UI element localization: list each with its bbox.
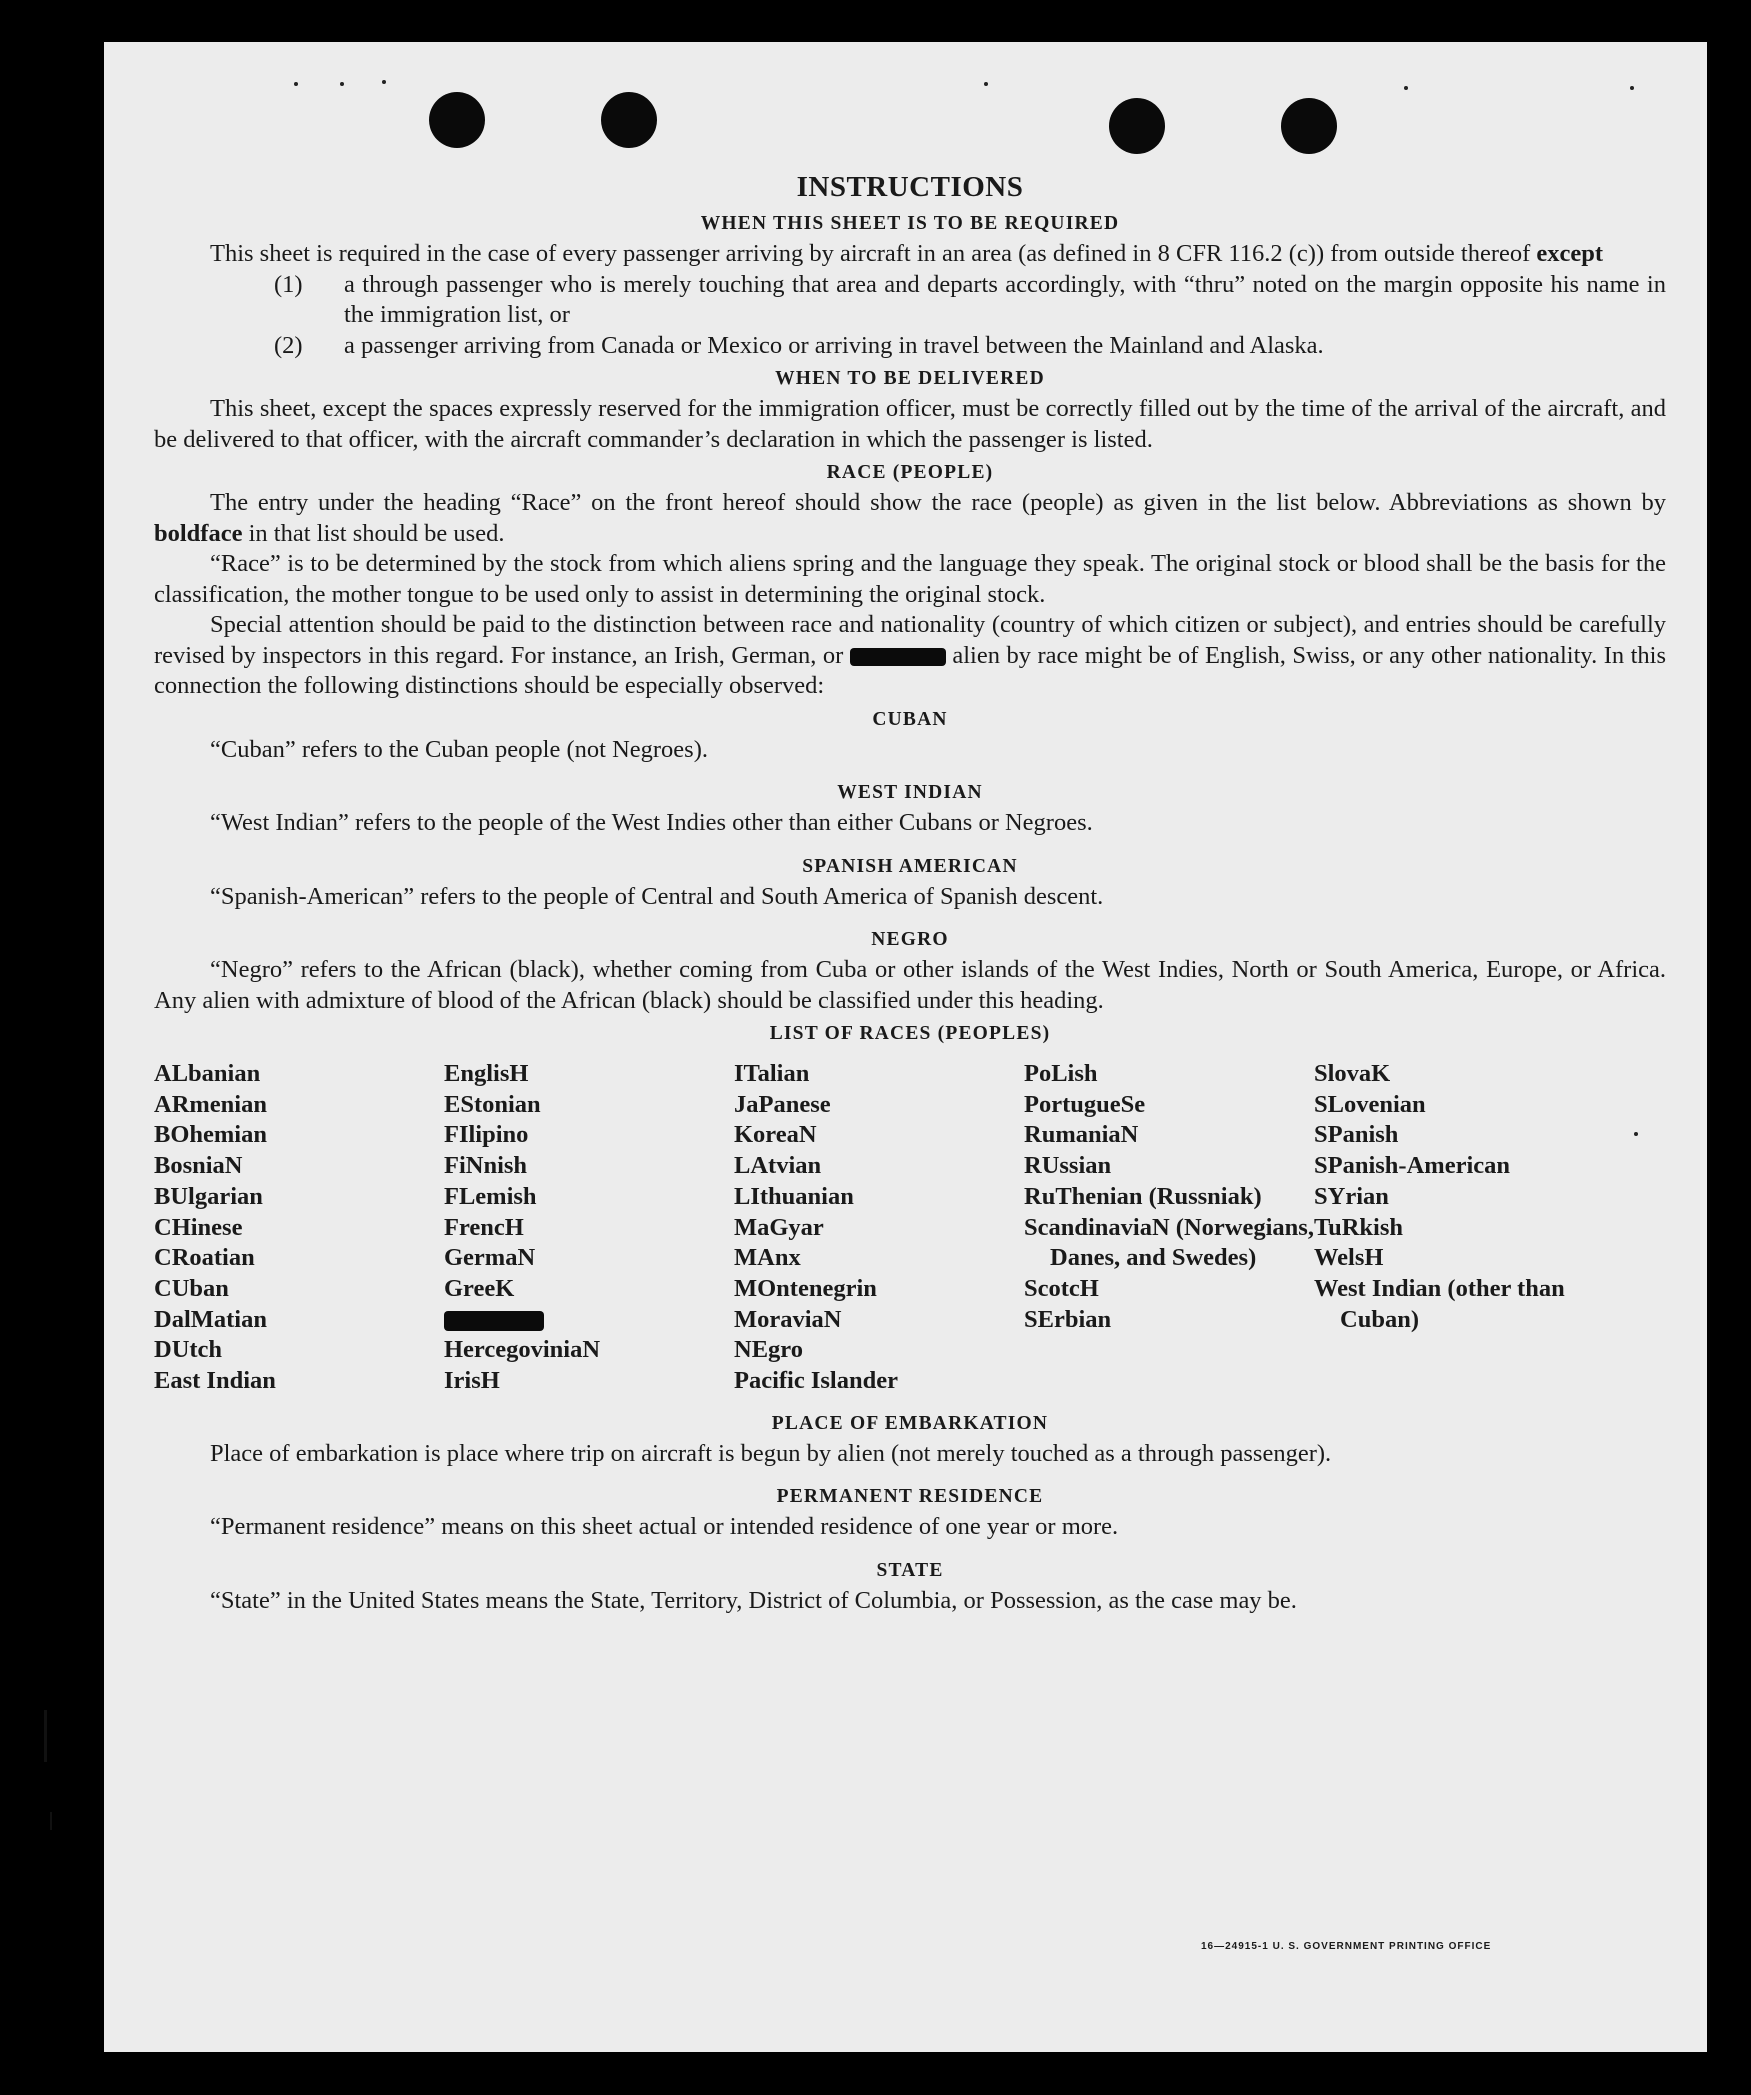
redaction-mark bbox=[444, 1305, 734, 1336]
race-entry: SYrian bbox=[1314, 1182, 1389, 1210]
race-entry: CRoatian bbox=[154, 1244, 255, 1272]
race-entry: ScandinaviaN (Norwegians, Danes, and Swedes) bbox=[1024, 1213, 1314, 1272]
item-number: (1) bbox=[274, 270, 303, 298]
race-entry: SlovaK bbox=[1314, 1060, 1391, 1087]
race-entry: DalMatian bbox=[154, 1305, 267, 1333]
race-entry: JaPanese bbox=[734, 1090, 831, 1118]
race-entry: CHinese bbox=[154, 1213, 243, 1241]
paragraph: “Negro” refers to the African (black), whether coming from Cuba or other islands of the West Indies, North or South America, Europe, or Africa. Any alien with admixture of blood of the African (black) should be classified under this heading. bbox=[154, 956, 1666, 1014]
race-entry: RUssian bbox=[1024, 1152, 1112, 1180]
race-entry: SPanish bbox=[1314, 1121, 1399, 1149]
race-entry: KoreaN bbox=[734, 1121, 817, 1149]
race-entry: FLemish bbox=[444, 1182, 537, 1210]
race-entry: West Indian (other than Cuban) bbox=[1314, 1274, 1565, 1333]
race-entry: ARmenian bbox=[154, 1090, 267, 1118]
print-code: 16—24915-1 U. S. GOVERNMENT PRINTING OFFICE bbox=[1201, 1941, 1492, 1952]
item-text: a through passenger who is merely touching that area and departs accordingly, with “thru” noted on the margin opposite his name in the immigration list, or bbox=[344, 270, 1666, 328]
punch-hole bbox=[429, 92, 485, 148]
race-entry: SLovenian bbox=[1314, 1090, 1426, 1118]
section-heading: PLACE OF EMBARKATION bbox=[771, 1412, 1049, 1434]
paragraph: “Spanish-American” refers to the people of Central and South America of Spanish descent. bbox=[210, 882, 1104, 910]
section-heading: SPANISH AMERICAN bbox=[802, 855, 1018, 877]
redaction-mark bbox=[850, 648, 946, 666]
speck bbox=[984, 82, 988, 86]
race-entry: MAnx bbox=[734, 1244, 801, 1272]
race-entry: RumaniaN bbox=[1024, 1121, 1139, 1149]
race-column bbox=[734, 1059, 1024, 1397]
race-entry: SPanish-American bbox=[1314, 1152, 1510, 1180]
section-heading: LIST OF RACES (PEOPLES) bbox=[769, 1023, 1051, 1044]
race-entry: RuThenian (Russniak) bbox=[1024, 1182, 1262, 1210]
paragraph: “Race” is to be determined by the stock from which aliens spring and the language they speak. The original stock or blood shall be the basis for the classification, the mother tongue to be used only to assist in determining the original stock. bbox=[154, 550, 1666, 608]
race-entry: MoraviaN bbox=[734, 1305, 842, 1333]
section-heading: WHEN THIS SHEET IS TO BE REQUIRED bbox=[700, 213, 1120, 234]
race-entry: Pacific Islander bbox=[734, 1367, 898, 1395]
race-entry: EStonian bbox=[444, 1090, 541, 1118]
race-entry: WelsH bbox=[1314, 1244, 1384, 1272]
margin-mark bbox=[44, 1710, 47, 1762]
section-heading: NEGRO bbox=[871, 929, 949, 950]
speck bbox=[1630, 86, 1634, 90]
race-entry: EnglisH bbox=[444, 1060, 529, 1087]
race-entry: GermaN bbox=[444, 1244, 536, 1272]
race-column bbox=[154, 1059, 444, 1397]
race-entry: ScotcH bbox=[1024, 1274, 1099, 1302]
paragraph: This sheet, except the spaces expressly reserved for the immigration officer, must be correctly filled out by the time of the arrival of the aircraft, and be delivered to that officer, with the aircraft commander’s declaration in which the passenger is listed. bbox=[154, 395, 1666, 453]
text: Special attention should be paid to the distinction between race and nationality (country of which citizen or subject), and entries should be carefully revised by inspectors in this regard. For instance, an Irish, German, or bbox=[154, 611, 1666, 669]
page-title: INSTRUCTIONS bbox=[796, 171, 1024, 203]
paragraph: “Permanent residence” means on this sheet actual or intended residence of one year or more. bbox=[210, 1513, 1119, 1541]
race-entry: BosniaN bbox=[154, 1152, 243, 1180]
paragraph bbox=[154, 610, 1666, 702]
race-entry: TuRkish bbox=[1314, 1213, 1404, 1241]
section-heading: WHEN TO BE DELIVERED bbox=[775, 368, 1045, 389]
race-entry: GreeK bbox=[444, 1274, 515, 1302]
race-entry: CUban bbox=[154, 1274, 229, 1302]
section-heading: WEST INDIAN bbox=[837, 782, 983, 803]
paragraph: “Cuban” refers to the Cuban people (not Negroes). bbox=[210, 735, 708, 763]
race-entry: HercegoviniaN bbox=[444, 1336, 601, 1364]
list-item bbox=[274, 331, 1666, 362]
race-entry: MaGyar bbox=[734, 1213, 824, 1241]
item-number: (2) bbox=[274, 331, 303, 359]
race-entry: ITalian bbox=[734, 1060, 810, 1087]
section-heading: STATE bbox=[876, 1559, 944, 1581]
race-entry: NEgro bbox=[734, 1336, 803, 1364]
bold-text: boldface bbox=[154, 519, 243, 547]
list-item bbox=[274, 270, 1666, 331]
text: This sheet is required in the case of every passenger arriving by aircraft in an area (as defined in 8 CFR 116.2 (c)) from outside thereof bbox=[210, 240, 1531, 267]
race-entry: PortugueSe bbox=[1024, 1090, 1146, 1118]
race-entry: ALbanian bbox=[154, 1060, 261, 1087]
race-entry: BOhemian bbox=[154, 1121, 267, 1149]
section-heading: CUBAN bbox=[872, 708, 948, 730]
race-entry: FiNnish bbox=[444, 1152, 528, 1180]
section-heading: RACE (PEOPLE) bbox=[826, 462, 994, 483]
speck bbox=[340, 82, 344, 86]
speck bbox=[1404, 86, 1408, 90]
race-column bbox=[1024, 1059, 1314, 1397]
race-entry: IrisH bbox=[444, 1367, 500, 1395]
paragraph bbox=[154, 239, 1666, 270]
bold-text: except bbox=[1536, 240, 1604, 267]
race-entry: FrencH bbox=[444, 1213, 524, 1241]
race-entry: SErbian bbox=[1024, 1305, 1112, 1333]
race-list bbox=[154, 1059, 1666, 1397]
race-entry: East Indian bbox=[154, 1367, 276, 1395]
race-column bbox=[444, 1059, 734, 1397]
paragraph bbox=[154, 488, 1666, 549]
punch-hole bbox=[1109, 98, 1165, 154]
section-heading: PERMANENT RESIDENCE bbox=[776, 1486, 1044, 1508]
race-entry: BUlgarian bbox=[154, 1182, 263, 1210]
race-column bbox=[1314, 1059, 1604, 1397]
race-entry: FIlipino bbox=[444, 1121, 529, 1149]
text: The entry under the heading “Race” on the front hereof should show the race (people) as given in the list below. Abbreviations as shown by bbox=[210, 489, 1666, 516]
text: alien by race might be of English, Swiss, or any other nationality. In this connection the following distinctions should be especially observed: bbox=[154, 641, 1667, 699]
paragraph: Place of embarkation is place where trip on aircraft is begun by alien (not merely touched as a through passenger). bbox=[210, 1439, 1332, 1467]
item-text: a passenger arriving from Canada or Mexico or arriving in travel between the Mainland and Alaska. bbox=[344, 331, 1324, 359]
paragraph: “State” in the United States means the State, Territory, District of Columbia, or Possession, as the case may be. bbox=[210, 1586, 1297, 1614]
paragraph: “West Indian” refers to the people of the West Indies other than either Cubans or Negroes. bbox=[210, 809, 1093, 836]
race-entry: LIthuanian bbox=[734, 1182, 854, 1210]
race-entry: PoLish bbox=[1024, 1060, 1098, 1087]
race-entry: DUtch bbox=[154, 1336, 223, 1364]
text: in that list should be used. bbox=[248, 519, 505, 547]
speck bbox=[294, 82, 298, 86]
margin-mark bbox=[50, 1812, 52, 1830]
document-page bbox=[104, 42, 1707, 2052]
speck bbox=[382, 80, 386, 84]
punch-hole bbox=[601, 92, 657, 148]
race-entry: MOntenegrin bbox=[734, 1274, 877, 1302]
punch-hole bbox=[1281, 98, 1337, 154]
instructions-body bbox=[154, 168, 1666, 1616]
race-entry: LAtvian bbox=[734, 1152, 822, 1180]
